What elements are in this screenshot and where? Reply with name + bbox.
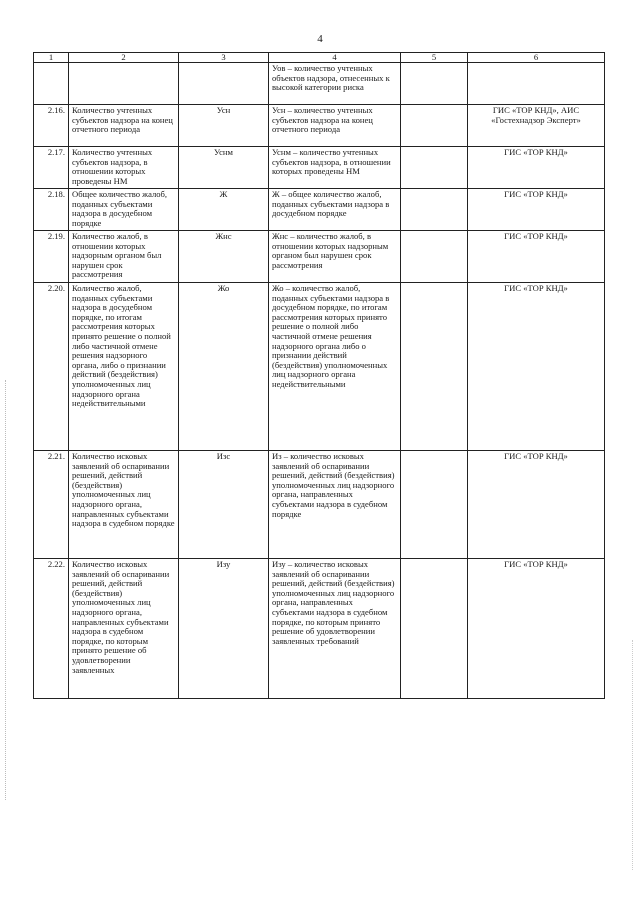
data-source: ГИС «ТОР КНД»	[468, 283, 605, 451]
scan-edge-right	[632, 640, 634, 870]
indicator-symbol: Уснм	[179, 147, 269, 189]
indicator-symbol: Изу	[179, 559, 269, 699]
column-header: 2	[69, 53, 179, 63]
data-source: ГИС «ТОР КНД»	[468, 451, 605, 559]
indicator-name: Количество жалоб, поданных субъектами надзора в досудебном порядке, по итогам рассмотрения которых принято решение о полной либо частичной отмене решения надзорного органа, либо о признании действий (бездействия) уполномоченных лиц надзорного органа недействительными	[69, 283, 179, 451]
indicator-name: Количество исковых заявлений об оспаривании решений, действий (бездействия) уполномоченных лиц надзорного органа, направленных субъектами надзора в судебном порядке	[69, 451, 179, 559]
row-number: 2.18.	[34, 189, 69, 231]
column-header: 6	[468, 53, 605, 63]
column-5-cell	[401, 283, 468, 451]
indicator-name	[69, 63, 179, 105]
column-5-cell	[401, 559, 468, 699]
indicator-definition: Ж – общее количество жалоб, поданных субъектами надзора в досудебном порядке	[269, 189, 401, 231]
indicator-definition: Уов – количество учтенных объектов надзора, отнесенных к высокой категории риска	[269, 63, 401, 105]
table-row	[34, 189, 605, 231]
indicator-name: Количество учтенных субъектов надзора, в отношении которых проведены НМ	[69, 147, 179, 189]
row-number: 2.17.	[34, 147, 69, 189]
scan-edge-left	[5, 380, 7, 800]
indicator-definition: Жо – количество жалоб, поданных субъектами надзора в досудебном порядке, по итогам рассмотрения которых принято решение о полной либо частичной отмене решения надзорного органа либо о признании действий (бездействия) уполномоченных лиц надзорного органа недействительными	[269, 283, 401, 451]
indicator-definition: Из – количество исковых заявлений об оспаривании решений, действий (бездействия) уполномоченных лиц надзорного органа, направленных субъектами надзора в судебном порядке	[269, 451, 401, 559]
column-5-cell	[401, 63, 468, 105]
table-row	[34, 283, 605, 451]
data-source: ГИС «ТОР КНД»	[468, 189, 605, 231]
data-source	[468, 63, 605, 105]
table-row	[34, 105, 605, 147]
row-number: 2.20.	[34, 283, 69, 451]
column-header: 3	[179, 53, 269, 63]
indicator-table	[33, 52, 605, 699]
indicator-name: Общее количество жалоб, поданных субъектами надзора в досудебном порядке	[69, 189, 179, 231]
indicator-definition: Изу – количество исковых заявлений об оспаривании решений, действий (бездействия) уполномоченных лиц надзорного органа, направленных субъектами надзора в судебном порядке, по которым принято решение об удовлетворении заявленных требований	[269, 559, 401, 699]
row-number: 2.21.	[34, 451, 69, 559]
data-source: ГИС «ТОР КНД», АИС «Гостехнадзор Эксперт»	[468, 105, 605, 147]
column-5-cell	[401, 105, 468, 147]
indicator-name: Количество учтенных субъектов надзора на конец отчетного периода	[69, 105, 179, 147]
indicator-symbol: Жо	[179, 283, 269, 451]
row-number: 2.16.	[34, 105, 69, 147]
indicator-name: Количество жалоб, в отношении которых надзорным органом был нарушен срок рассмотрения	[69, 231, 179, 283]
indicator-name: Количество исковых заявлений об оспаривании решений, действий (бездействия) уполномоченных лиц надзорного органа, направленных субъектами надзора в судебном порядке, по которым принято решение об удовлетворении заявленных	[69, 559, 179, 699]
column-5-cell	[401, 147, 468, 189]
table-row	[34, 231, 605, 283]
column-5-cell	[401, 189, 468, 231]
table-row	[34, 451, 605, 559]
indicator-symbol: Ж	[179, 189, 269, 231]
indicator-symbol: Усн	[179, 105, 269, 147]
column-header: 5	[401, 53, 468, 63]
table-row	[34, 147, 605, 189]
table-row	[34, 559, 605, 699]
column-5-cell	[401, 451, 468, 559]
row-number: 2.22.	[34, 559, 69, 699]
indicator-symbol	[179, 63, 269, 105]
indicator-definition: Жнс – количество жалоб, в отношении которых надзорным органом был нарушен срок рассмотрения	[269, 231, 401, 283]
column-5-cell	[401, 231, 468, 283]
data-source: ГИС «ТОР КНД»	[468, 231, 605, 283]
indicator-symbol: Жнс	[179, 231, 269, 283]
data-source: ГИС «ТОР КНД»	[468, 147, 605, 189]
indicator-symbol: Изс	[179, 451, 269, 559]
row-number	[34, 63, 69, 105]
data-source: ГИС «ТОР КНД»	[468, 559, 605, 699]
page-number: 4	[317, 33, 323, 45]
column-header: 1	[34, 53, 69, 63]
row-number: 2.19.	[34, 231, 69, 283]
indicator-definition: Уснм – количество учтенных субъектов надзора, в отношении которых проведены НМ	[269, 147, 401, 189]
column-header: 4	[269, 53, 401, 63]
table-row	[34, 63, 605, 105]
indicator-definition: Усн – количество учтенных субъектов надзора на конец отчетного периода	[269, 105, 401, 147]
table-header-row	[34, 53, 605, 63]
